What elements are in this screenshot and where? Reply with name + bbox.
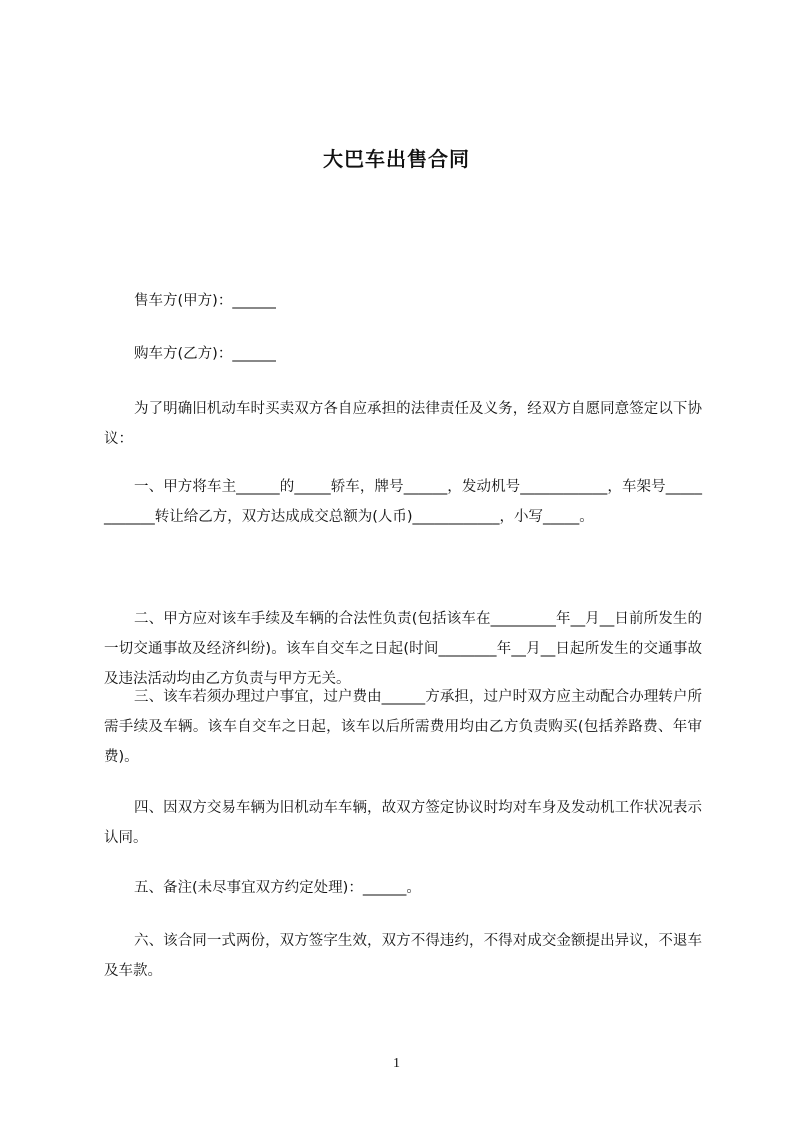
clause-3: 三、该车若须办理过户事宜，过户费由______方承担，过户时双方应主动配合办理转户所需手续及车辆。该车自交车之日起，该车以后所需费用均由乙方负责购买(包括养路费、年审费)。 — [104, 689, 702, 765]
intro-paragraph: 为了明确旧机动车时买卖双方各自应承担的法律责任及义务，经双方自愿同意签定以下协议： — [104, 401, 702, 447]
clause-2: 二、甲方应对该车手续及车辆的合法性负责(包括该车在_________年__月__日前所发生的一切交通事故及经济纠纷)。该车自交车之日起(时间________年__月__日起所发生的交通事故及违法活动均由乙方负责与甲方无关。 — [104, 611, 702, 687]
clause-4: 四、因双方交易车辆为旧机动车车辆，故双方签定协议时均对车身及发动机工作状况表示认同。 — [104, 800, 702, 846]
page-number: 1 — [393, 1056, 400, 1071]
buyer-line: 购车方(乙方)：______ — [134, 346, 276, 362]
clause-6: 六、该合同一式两份，双方签字生效，双方不得违约，不得对成交金额提出异议，不退车及车款。 — [104, 933, 702, 979]
clause-5: 五、备注(未尽事宜双方约定处理)：______。 — [134, 880, 421, 896]
seller-line: 售车方(甲方)：______ — [134, 293, 276, 309]
clause-1: 一、甲方将车主______的_____轿车，牌号______，发动机号____________，车架号____________转让给乙方，双方达成成交总额为(人币)____________，小写_____。 — [104, 479, 702, 525]
document-title: 大巴车出售合同 — [323, 147, 470, 171]
